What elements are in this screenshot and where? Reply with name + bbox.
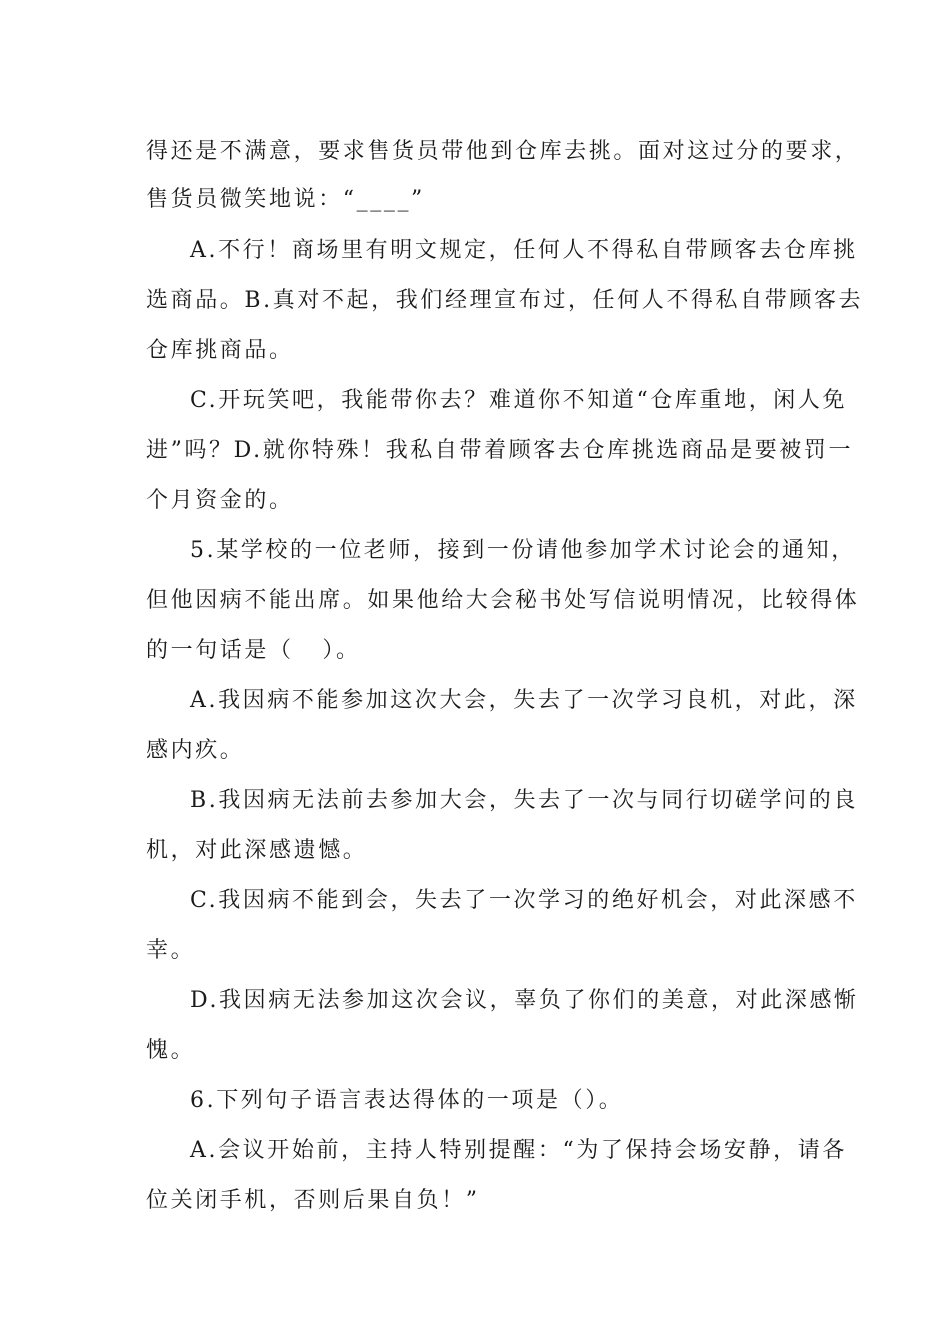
text-line: 售货员微笑地说：“____”	[146, 187, 425, 212]
text-line: 仓库挑商品。	[146, 338, 294, 363]
option-c-line: C.我因病不能到会，失去了一次学习的绝好机会，对此深感不	[190, 888, 858, 913]
text-line: 个月资金的。	[146, 488, 294, 513]
text-line: 选商品。B.真对不起，我们经理宣布过，任何人不得私自带顾客去	[146, 288, 864, 313]
option-c-line: C.开玩笑吧，我能带你去？难道你不知道“仓库重地，闲人免	[190, 388, 848, 413]
text-line: 愧。	[146, 1038, 196, 1063]
option-a-line: A.我因病不能参加这次大会，失去了一次学习良机，对此，深	[190, 688, 858, 713]
option-a-line: A.不行！商场里有明文规定，任何人不得私自带顾客去仓库挑	[190, 238, 858, 263]
text-line: 幸。	[146, 938, 196, 963]
text-line: 得还是不满意，要求售货员带他到仓库去挑。面对这过分的要求，	[146, 139, 860, 164]
text-line: 机，对此深感遗憾。	[146, 838, 368, 863]
question-6-line: 6.下列句子语言表达得体的一项是（）。	[190, 1088, 624, 1113]
text-line: 进”吗？D.就你特殊！我私自带着顾客去仓库挑选商品是要被罚一	[146, 438, 854, 463]
text-line: 感内疚。	[146, 738, 245, 763]
option-b-line: B.我因病无法前去参加大会，失去了一次与同行切磋学问的良	[190, 788, 858, 813]
option-a-line: A.会议开始前，主持人特别提醒：“为了保持会场安静，请各	[190, 1138, 847, 1163]
text-line: 但他因病不能出席。如果他给大会秘书处写信说明情况，比较得体	[146, 588, 860, 613]
question-5-line: 5.某学校的一位老师，接到一份请他参加学术讨论会的通知，	[190, 538, 856, 563]
text-line: 的一句话是（ ）。	[146, 638, 361, 663]
option-d-line: D.我因病无法参加这次会议，辜负了你们的美意，对此深感惭	[190, 988, 859, 1013]
text-line: 位关闭手机，否则后果自负！”	[146, 1188, 480, 1213]
